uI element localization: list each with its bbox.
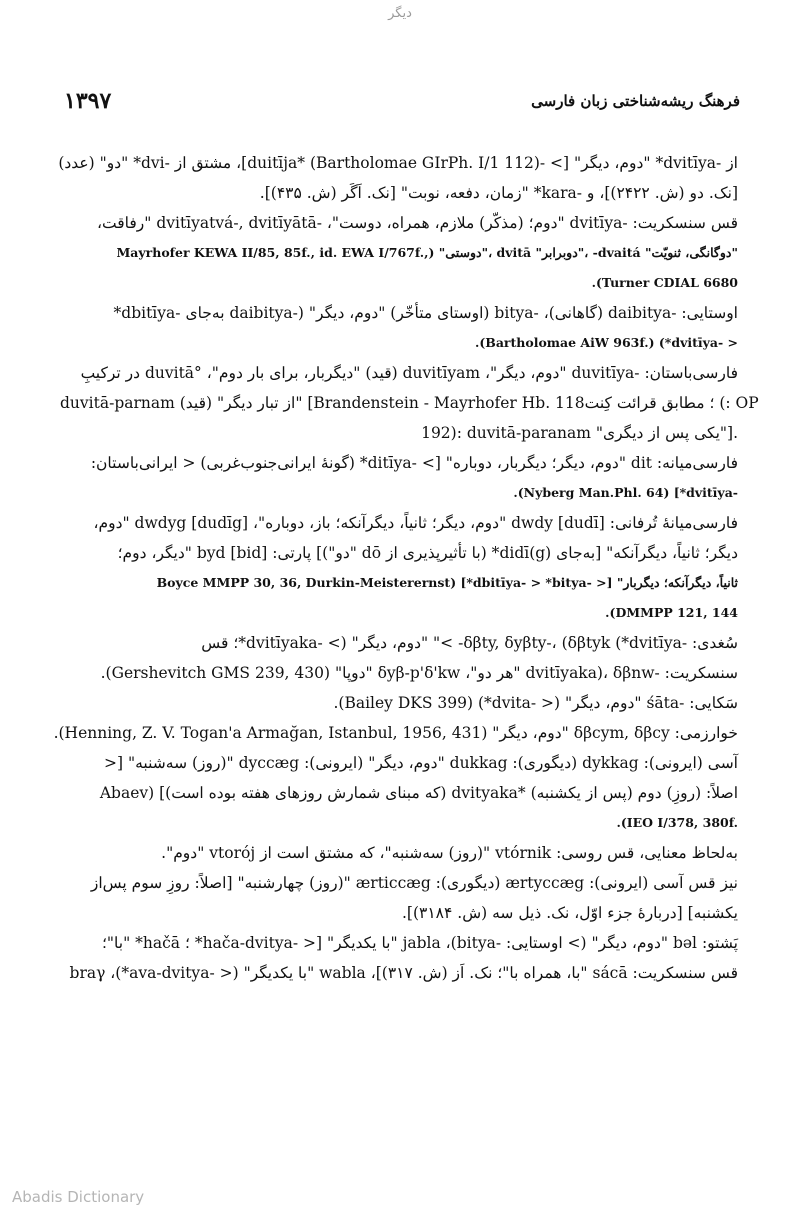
text-line: .(Bartholomae AiW 963f.) (*dvitīya- > [474, 335, 738, 350]
text-line: .(DMMPP 121, 144 [605, 605, 738, 620]
text-line: سنسکریت: -dvitīyaka)، δβnw "هر دو"، δyβ-p'δ'kw "دوپا" (Gershevitch GMS 239, 430). [100, 664, 738, 682]
text-line: قس سنسکریت: -dvitīya "دوم؛ (مذکّر) ملازم، همراه، دوست"، -dvitīyatvá-, dvitīyātā "رفاقت، [97, 214, 738, 232]
text-line: Mayrhofer KEWA II/85, 85f., id. EWA I/767f.,) "دوستی"، dvitā "دوبرابر"، -dvaitá "دوگانگی، ثنویّت" [116, 245, 738, 260]
text-line: فارسی‌میانهٔ تُرفانی: [dudī] dwdy "دوم، دیگر؛ ثانیاً، دیگرآنکه؛ باز، دوباره"، [dudīg] dwdyg "دوم، [93, 514, 738, 532]
text-line: اوستایی: -daibitya (گاهانی)، -bitya (اوستای متأخّر) "دوم، دیگر" (-daibitya به‌جای -dbitīya* [113, 304, 738, 322]
page-top-word: دیگر [388, 6, 412, 21]
text-line: 192): duvitā-paranam "یکی پس از دیگری"]. [421, 424, 738, 442]
text-line: قس سنسکریت: sácā "با، همراه با"؛ نک. اَز (ش. ۳۱۷)]، wabla "با یکدیگر" (< -ava-dvitya*)، braγ [69, 964, 738, 982]
text-line: Boyce MMPP 30, 36, Durkin-Meisterernst) [*dbitīya- > *bitya- >] "ثانیاً، دیگرآنکه؛ دیگربار [156, 575, 738, 590]
text-line: به‌لحاظ معنایی، قس روسی: vtórnik "(روز) سه‌شنبه"، که مشتق است از vtorój "دوم". [161, 844, 738, 862]
text-line: نیز قس آسی (ایرونی): ærtyccæg (دیگوری): ærticcæg "(روز) چهارشنبه" [اصلاً: روزِ سوم پس‌از [90, 874, 738, 892]
text-line: سُغدی: -δβty, δyβty-، (δβtyk (*dvitīya- >" "دوم، دیگر" (> -dvitīyaka*؛ قس [201, 634, 738, 652]
text-line: پَشتو: bəl "دوم، دیگر" (> اوستایی: -bitya)، jabla "با یکدیگر" [< -hača-dvitya* ؛ hačā* "با"؛ [102, 934, 738, 952]
text-line: دیگر؛ ثانیاً، دیگرآنکه" [به‌جای (didī(g* (با تأثیرپذیری از dō "دو")] پارتی: [bid] byd "دیگر، دوم؛ [117, 544, 738, 562]
text-line: سَکایی: -śāta "دوم، دیگر" (< -dvita*) (Bailey DKS 399). [333, 694, 738, 712]
page-header [60, 88, 740, 116]
text-line: فارسی‌باستان: -duvitīya "دوم، دیگر"، duvitīyam (قید) "دیگربار، برای بار دوم"، °duvitā در ترکیبِ [80, 364, 738, 382]
page-number: ۱۳۹۷ [64, 88, 112, 114]
text-line: فارسی‌میانه: dit "دوم، دیگر؛ دیگربار، دوباره" [> -ditīya* (گونهٔ ایرانی‌جنوب‌غربی) < ایرانی‌باستان: [90, 454, 738, 472]
text-line: از -dvitīya* "دوم، دیگر" [> -duitīja* (Bartholomae GIrPh. I/1 112)]، مشتق از -dvi* "دو" (عدد) [58, 154, 738, 172]
text-line: [نک. دو (ش. ۲۴۲۲)]، و -kara* "زمان، دفعه، نوبت" [نک. اَگَر (ش. ۴۳۵)]. [259, 184, 738, 202]
text-line: آسی (ایرونی): dykkag (دیگوری): dukkag "دوم، دیگر" (ایرونی): dyccæg "(روز) سه‌شنبه" [< [104, 754, 738, 772]
text-line: Abaev) [(که مبنای شمارش روزهای هفته بوده است) dvityaka* اصلاً: (روزِ) دوم (پس از یکشنبه) [99, 784, 738, 802]
site-watermark: Abadis Dictionary [12, 1188, 145, 1206]
dictionary-entry-text [53, 148, 759, 988]
text-line: یکشنبه] [دربارهٔ جزء اوّل، نک. ذیل سه (ش. ۳۱۸۴)]. [402, 904, 738, 922]
text-line: duvitā-parnam (قید) "از تبار دیگر" [Brandenstein - Mayrhofer Hb. 118؛ مطابق قرائت کِنت (: OP [60, 394, 759, 412]
text-line: .(IEO I/378, 380f. [616, 815, 738, 830]
book-title: فرهنگ ریشه‌شناختی زبان فارسی [531, 92, 740, 110]
text-line: .(Nyberg Man.Phl. 64) [*dvitīya- [513, 485, 738, 500]
text-line: .(Turner CDIAL 6680 [591, 275, 738, 290]
text-line: خوارزمی: δβcym, δβcy "دوم، دیگر" (Henning, Z. V. Togan'a Armağan, Istanbul, 1956, 431). [53, 724, 738, 742]
